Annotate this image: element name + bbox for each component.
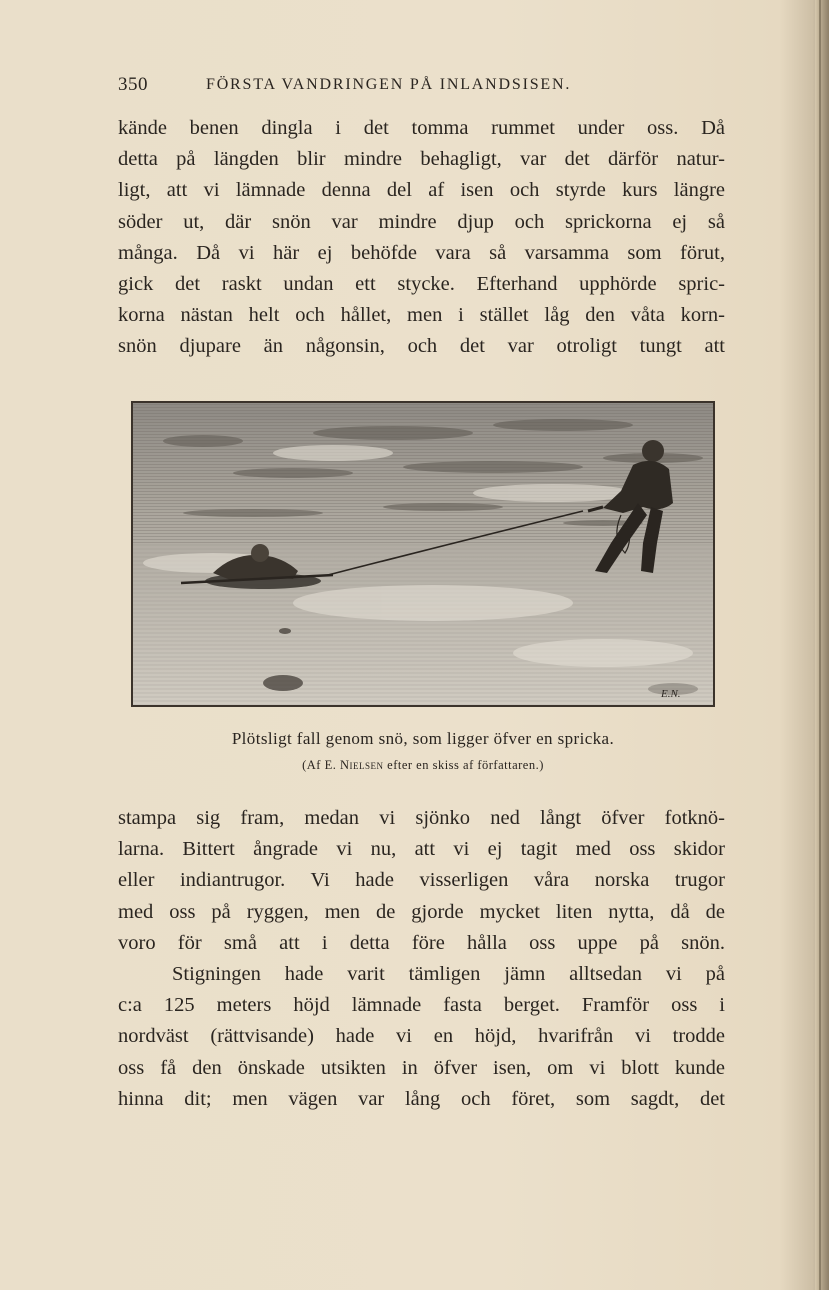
text-line: oss få den önskade utsikten in öfver isen, om vi blott kunde — [118, 1056, 725, 1079]
text-line: kände benen dingla i det tomma rummet under oss. Då — [118, 117, 725, 139]
engraving-illustration — [131, 401, 715, 707]
page-number: 350 — [118, 74, 148, 95]
text-line: detta på längden blir mindre behagligt, var det därför natur- — [118, 148, 725, 171]
text-line: söder ut, där snön var mindre djup och sprickorna ej så — [118, 210, 725, 233]
text-line: ligt, att vi lämnade denna del af isen och styrde kurs längre — [118, 179, 725, 202]
text-line: c:a 125 meters höjd lämnade fasta berget. Framför oss i — [118, 994, 725, 1017]
text-line: med oss på ryggen, men de gjorde mycket liten nytta, då de — [118, 900, 725, 923]
credit-suffix: efter en skiss af författaren.) — [387, 758, 544, 772]
text-line: snön djupare än någonsin, och det var otroligt tungt att — [118, 335, 725, 358]
text-line: larna. Bittert ångrade vi nu, att vi ej tagit med oss skidor — [118, 838, 725, 861]
text-line: många. Då vi här ej behöfde vara så varsamma som förut, — [118, 241, 725, 264]
text-line: korna nästan helt och hållet, men i stället låg den våta korn- — [118, 304, 725, 327]
text-line: Stigningen hade varit tämligen jämn alltsedan vi på — [172, 962, 725, 985]
snow-crevasse-scene — [133, 403, 713, 705]
credit-artist-name: Nielsen — [339, 758, 384, 772]
text-line: stampa sig fram, medan vi sjönko ned långt öfver fotknö- — [118, 807, 725, 829]
text-line: eller indiantrugor. Vi hade visserligen våra norska trugor — [118, 869, 725, 892]
running-title: FÖRSTA VANDRINGEN PÅ INLANDSISEN. — [206, 76, 572, 93]
figure-caption: Plötsligt fall genom snö, som ligger öfver en spricka. — [231, 729, 615, 748]
text-line: hinna dit; men vägen var lång och föret, som sagdt, det — [118, 1087, 725, 1110]
figure-credit — [131, 758, 715, 773]
text-line: gick det raskt undan ett stycke. Efterhand upphörde spric- — [118, 272, 725, 295]
artist-signature: E.N. — [661, 688, 681, 700]
credit-prefix: (Af E. — [302, 758, 337, 772]
body-text-bottom — [118, 803, 725, 1115]
page-edge — [815, 0, 829, 1290]
body-text-top — [118, 113, 725, 363]
text-line: nordväst (rättvisande) hade vi en höjd, hvarifrån vi trodde — [118, 1025, 725, 1048]
running-head — [118, 74, 728, 98]
text-line: voro för små att i detta före hålla oss uppe på snön. — [118, 931, 725, 954]
